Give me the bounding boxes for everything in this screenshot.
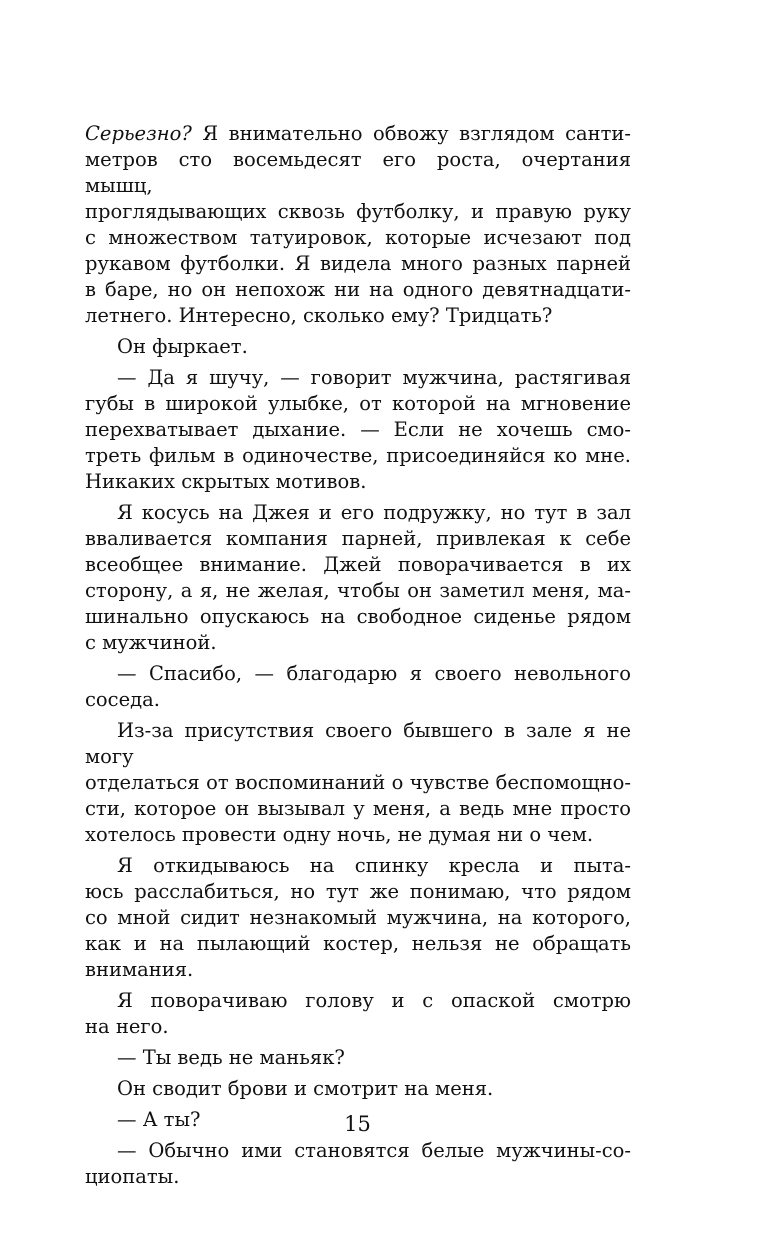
- text-line: Он фыркает.: [117, 335, 248, 358]
- paragraph: [85, 500, 631, 656]
- text-line: с мужчиной.: [85, 631, 217, 654]
- text-line: перехватывает дыхание. — Если не хочешь смо-: [85, 418, 631, 441]
- text-line: проглядывающих сквозь футболку, и правую руку: [85, 200, 631, 223]
- text-line: хотелось провести одну ночь, не думая ни о чем.: [85, 823, 594, 846]
- paragraph: [85, 1045, 631, 1071]
- text-line: — Да я шучу, — говорит мужчина, растягивая: [117, 366, 631, 389]
- text-line: Я косусь на Джея и его подружку, но тут в зал: [117, 501, 631, 524]
- text-line: — Ты ведь не маньяк?: [117, 1046, 345, 1069]
- text-line: рукавом футболки. Я видела много разных парней: [85, 252, 631, 275]
- paragraph: [85, 1138, 631, 1190]
- text-line: Он сводит брови и смотрит на меня.: [117, 1077, 494, 1100]
- text-line: летнего. Интересно, сколько ему? Тридцать?: [85, 304, 553, 327]
- paragraph: [85, 853, 631, 983]
- text-line: отделаться от воспоминаний о чувстве беспомощно-: [85, 771, 631, 794]
- text-line: сти, которое он вызывал у меня, а ведь мне просто: [85, 797, 631, 820]
- paragraph: [85, 121, 631, 329]
- paragraph: [85, 334, 631, 360]
- text-line: как и на пылающий костер, нельзя не обращать: [85, 932, 631, 955]
- italic-word: Серьезно?: [85, 122, 192, 145]
- text-line: шинально опускаюсь на свободное сиденье рядом: [85, 605, 631, 628]
- paragraph: [85, 365, 631, 495]
- text-line: треть фильм в одиночестве, присоединяйся ко мне.: [85, 444, 631, 467]
- text-line: вваливается компания парней, привлекая к себе: [85, 527, 631, 550]
- paragraph: [85, 1076, 631, 1102]
- text-line: Я поворачиваю голову и с опаской смотрю: [117, 989, 631, 1012]
- text-line: Я откидываюсь на спинку кресла и пыта-: [117, 854, 631, 877]
- text-line: — Спасибо, — благодарю я своего невольного: [117, 662, 631, 685]
- text-line: всеобщее внимание. Джей поворачивается в их: [85, 553, 631, 576]
- text-line: Из-за присутствия своего бывшего в зале я не могу: [85, 719, 631, 768]
- text-line: с множеством татуировок, которые исчезают под: [85, 226, 631, 249]
- text-line: циопаты.: [85, 1165, 180, 1188]
- paragraph: [85, 718, 631, 848]
- text-line: — Обычно ими становятся белые мужчины-со-: [117, 1139, 631, 1162]
- page-number: 15: [344, 1112, 371, 1136]
- text-line: юсь расслабиться, но тут же понимаю, что рядом: [85, 880, 631, 903]
- text-line: — А ты?: [117, 1108, 201, 1131]
- text-line: метров сто восемьдесят его роста, очертания мышц,: [85, 148, 631, 197]
- body-text: [85, 121, 631, 1195]
- text-line: Серьезно? Я внимательно обвожу взглядом санти-: [85, 122, 631, 145]
- text-line: внимания.: [85, 958, 194, 981]
- text-line: Никаких скрытых мотивов.: [85, 470, 367, 493]
- text-line: губы в широкой улыбке, от которой на мгновение: [85, 392, 631, 415]
- text-line: на него.: [85, 1015, 169, 1038]
- text-line: соседа.: [85, 688, 160, 711]
- text-line: в баре, но он непохож ни на одного девятнадцати-: [85, 278, 631, 301]
- paragraph: [85, 988, 631, 1040]
- paragraph: [85, 661, 631, 713]
- text-line: сторону, а я, не желая, чтобы он заметил меня, ма-: [85, 579, 631, 602]
- text-line: со мной сидит незнакомый мужчина, на которого,: [85, 906, 631, 929]
